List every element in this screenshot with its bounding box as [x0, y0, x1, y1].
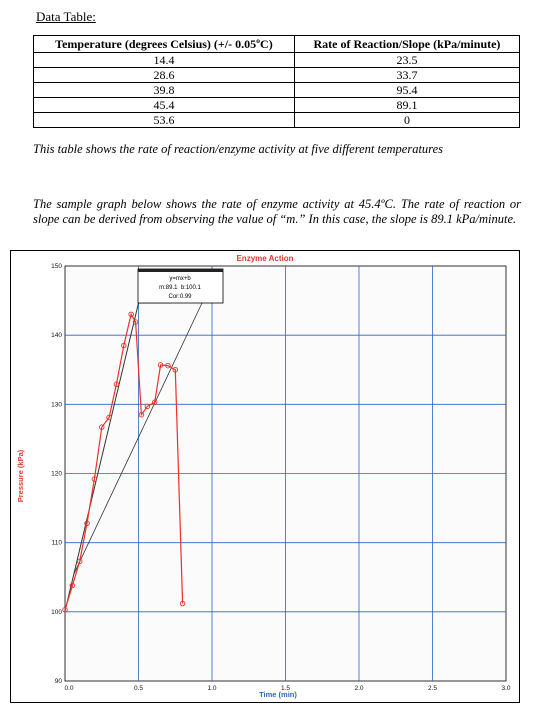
y-tick-label: 120 [51, 470, 62, 478]
rate-cell: 95.4 [294, 83, 519, 98]
temperature-cell: 14.4 [34, 53, 295, 68]
fit-info-box [138, 269, 223, 303]
rate-cell: 33.7 [294, 68, 519, 83]
y-tick-label: 140 [51, 332, 62, 340]
table-row [34, 53, 520, 68]
header-temperature: Temperature (degrees Celsius) (+/- 0.05ºC) [34, 36, 295, 53]
x-tick-label: 1.5 [280, 685, 291, 692]
enzyme-action-chart [11, 251, 519, 702]
table-row [34, 68, 520, 83]
y-tick-label: 90 [54, 678, 62, 685]
data-table [33, 35, 520, 128]
y-tick-label: 150 [51, 263, 62, 270]
fit-box-correlation: Cor:0.99 [168, 294, 192, 300]
fit-box-title: y=mx+b [169, 276, 191, 282]
fit-box-titlebar [138, 269, 223, 272]
y-tick-label: 110 [51, 539, 62, 547]
y-tick-label: 100 [51, 608, 62, 616]
data-table-heading: Data Table: [36, 9, 96, 24]
y-axis-label: Pressure (kPa) [16, 449, 25, 503]
temperature-cell: 39.8 [34, 83, 295, 98]
fit-box-params: m:89.1 b:100.1 [159, 285, 201, 291]
header-rate: Rate of Reaction/Slope (kPa/minute) [294, 36, 519, 53]
y-tick-label: 130 [51, 401, 62, 409]
x-axis-label: Time (min) [259, 690, 297, 699]
x-tick-label: 0.0 [64, 685, 74, 692]
table-caption: This table shows the rate of reaction/enzyme activity at five different temperatures [33, 142, 443, 156]
graph-description: The sample graph below shows the rate of enzyme activity at 45.4ºC. The rate of reaction or slope can be derived from observing the value of “m.” In this case, the slope is 89.1 kPa/minute. [33, 197, 521, 226]
x-tick-label: 1.0 [207, 685, 217, 692]
rate-cell: 89.1 [294, 98, 519, 113]
rate-cell: 0 [294, 113, 519, 128]
table-header-row [34, 36, 520, 53]
table-row [34, 113, 520, 128]
temperature-cell: 28.6 [34, 68, 295, 83]
temperature-cell: 53.6 [34, 113, 295, 128]
table-row [34, 83, 520, 98]
table-row [34, 98, 520, 113]
chart-frame [10, 250, 520, 703]
x-tick-label: 2.5 [427, 685, 438, 692]
temperature-cell: 45.4 [34, 98, 295, 113]
rate-cell: 23.5 [294, 53, 519, 68]
x-tick-label: 3.0 [501, 685, 511, 692]
chart-title: Enzyme Action [236, 254, 294, 263]
x-tick-label: 0.5 [133, 685, 144, 692]
x-tick-label: 2.0 [354, 685, 364, 692]
